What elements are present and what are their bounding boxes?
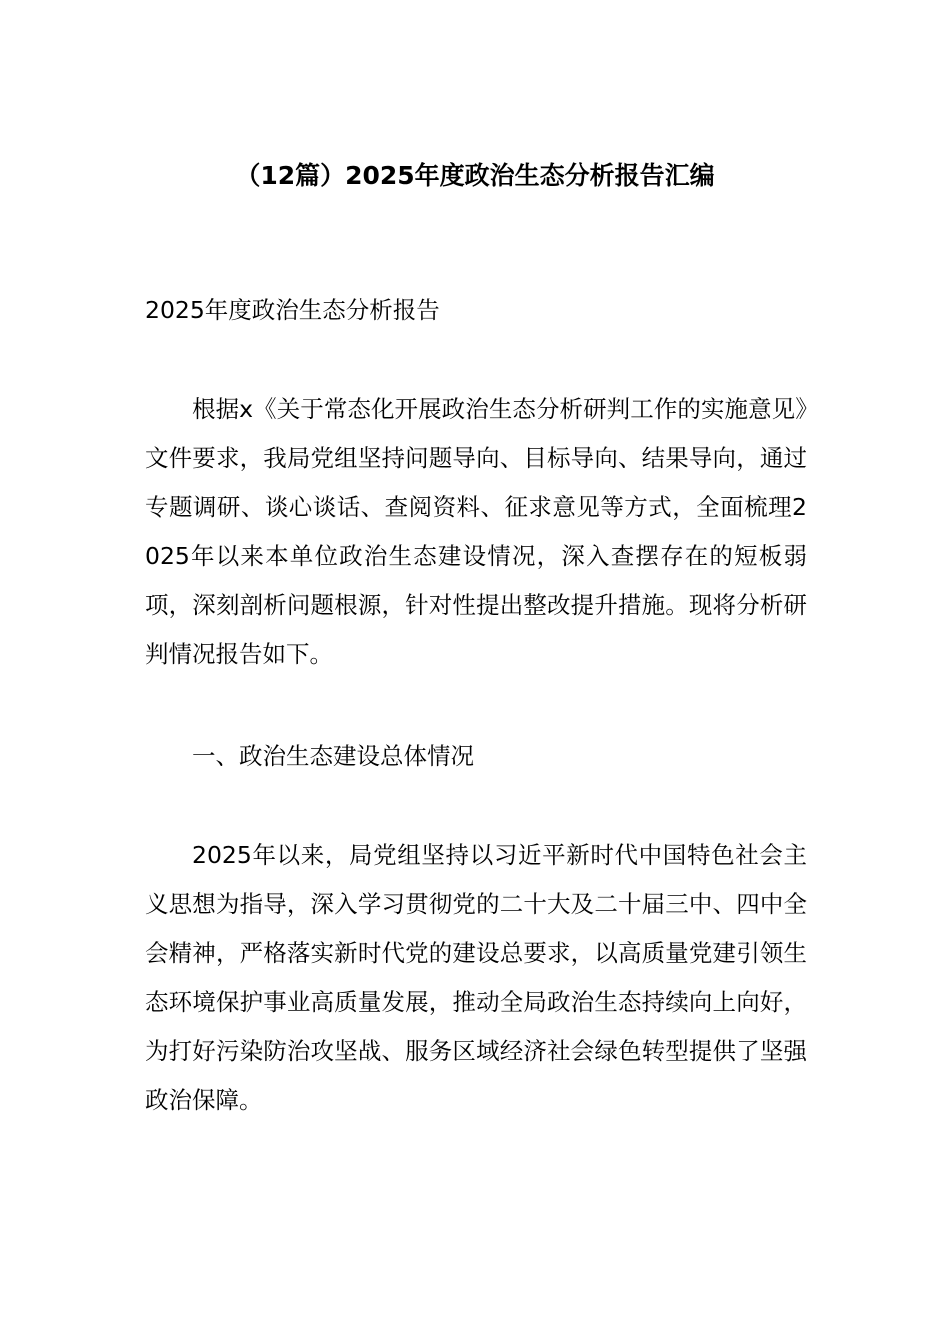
document-title: （12篇）2025年度政治生态分析报告汇编 [235, 161, 715, 190]
report-subtitle: 2025年度政治生态分析报告 [145, 296, 440, 324]
overview-paragraph: 2025年以来，局党组坚持以习近平新时代中国特色社会主义思想为指导，深入学习贯彻党的二十大及二十届三中、四中全会精神，严格落实新时代党的建设总要求，以高质量党建引领生态环境保护事业高质量发展，推动全局政治生态持续向上向好，为打好污染防治攻坚战、服务区域经济社会绿色转型提供了坚强政治保障。 [145, 841, 807, 1114]
intro-paragraph: 根据x《关于常态化开展政治生态分析研判工作的实施意见》文件要求，我局党组坚持问题导向、目标导向、结果导向，通过专题调研、谈心谈话、查阅资料、征求意见等方式，全面梳理2025年以来本单位政治生态建设情况，深入查摆存在的短板弱项，深刻剖析问题根源，针对性提出整改提升措施。现将分析研判情况报告如下。 [145, 395, 807, 668]
section-heading: 一、政治生态建设总体情况 [192, 742, 474, 770]
